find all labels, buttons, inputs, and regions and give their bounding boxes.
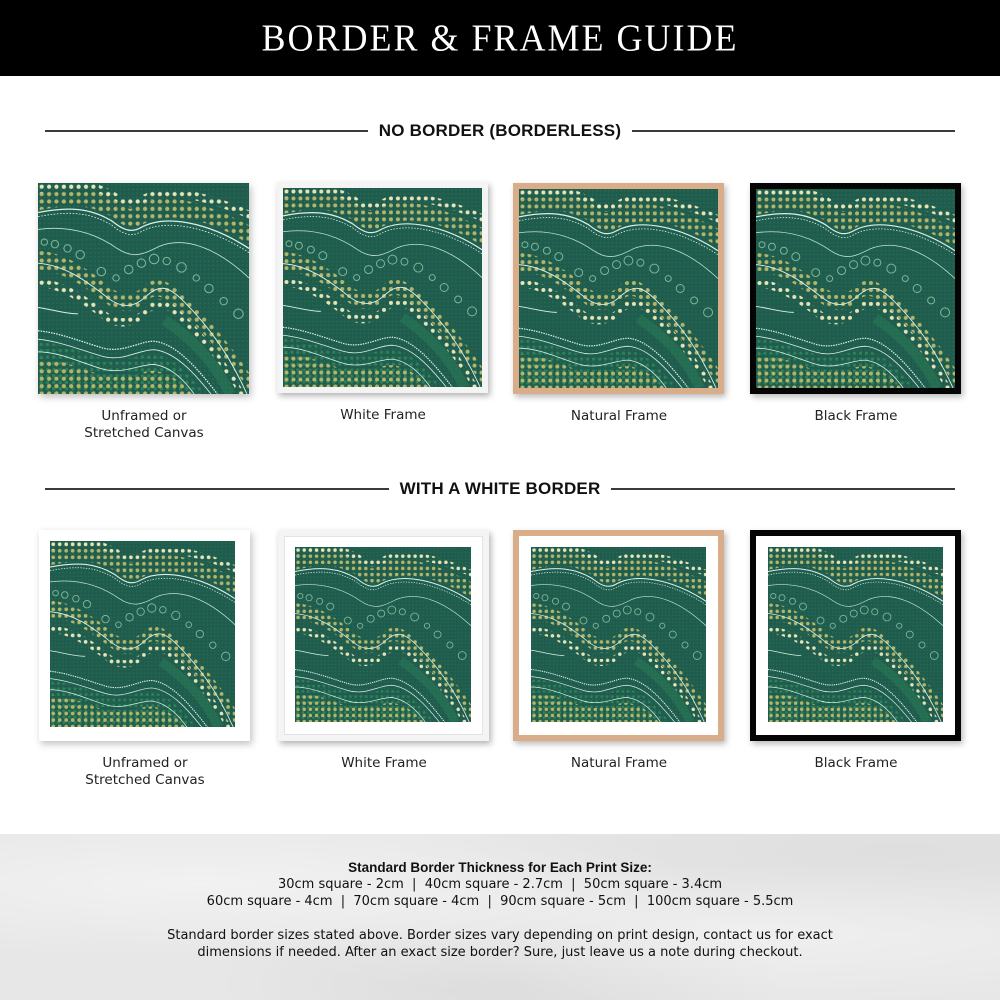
caption: Black Frame bbox=[814, 408, 898, 424]
section-heading-white-border bbox=[45, 477, 955, 501]
artwork-image bbox=[50, 541, 235, 727]
natural-frame-preview bbox=[513, 530, 724, 741]
canvas-preview bbox=[38, 183, 249, 394]
caption: Natural Frame bbox=[570, 755, 668, 771]
artwork-image bbox=[531, 547, 706, 722]
borderless-white-frame bbox=[277, 182, 489, 424]
borderless-unframed bbox=[38, 183, 250, 442]
white-border-black-frame bbox=[750, 530, 962, 772]
caption: Natural Frame bbox=[570, 408, 668, 424]
black-frame-preview bbox=[750, 530, 961, 741]
white-border-natural-frame bbox=[513, 530, 725, 772]
border-thickness-info bbox=[0, 834, 1000, 1000]
caption: Black Frame bbox=[814, 755, 898, 771]
footer-note: Standard border sizes stated above. Border sizes vary depending on print design, contact us for exact dimensions if needed. After an exact size border? Sure, just leave us a note during checkout. bbox=[167, 928, 833, 960]
artwork-image bbox=[756, 189, 955, 388]
sizes-line-1: 30cm square - 2cm | 40cm square - 2.7cm | 50cm square - 3.4cm bbox=[277, 877, 723, 892]
divider-right bbox=[632, 130, 955, 132]
caption: White Frame bbox=[340, 407, 426, 423]
caption: Unframed or Stretched Canvas bbox=[85, 755, 205, 788]
white-border-unframed bbox=[39, 530, 251, 789]
page-header bbox=[0, 0, 1000, 76]
artwork-image bbox=[283, 188, 482, 387]
section-title: NO BORDER (BORDERLESS) bbox=[378, 121, 622, 140]
artwork-image bbox=[768, 547, 943, 722]
caption: White Frame bbox=[341, 755, 427, 771]
sizes-line-2: 60cm square - 4cm | 70cm square - 4cm | 90cm square - 5cm | 100cm square - 5.5cm bbox=[206, 894, 794, 909]
white-border-white-frame bbox=[278, 530, 490, 772]
borderless-black-frame bbox=[750, 183, 962, 425]
page-title: BORDER & FRAME GUIDE bbox=[261, 17, 739, 59]
white-frame-preview bbox=[277, 182, 488, 393]
artwork-image bbox=[519, 189, 718, 388]
divider-right bbox=[611, 488, 955, 490]
divider-left bbox=[45, 130, 368, 132]
canvas-preview bbox=[39, 530, 250, 741]
footer-title: Standard Border Thickness for Each Print Size: bbox=[348, 860, 652, 875]
borderless-natural-frame bbox=[513, 183, 725, 425]
caption: Unframed or Stretched Canvas bbox=[84, 408, 204, 441]
section-title: WITH A WHITE BORDER bbox=[399, 479, 601, 498]
black-frame-preview bbox=[750, 183, 961, 394]
artwork-image bbox=[295, 547, 471, 722]
natural-frame-preview bbox=[513, 183, 724, 394]
artwork-image bbox=[38, 183, 249, 394]
white-frame-preview bbox=[278, 530, 489, 741]
section-heading-borderless bbox=[45, 119, 955, 143]
divider-left bbox=[45, 488, 389, 490]
